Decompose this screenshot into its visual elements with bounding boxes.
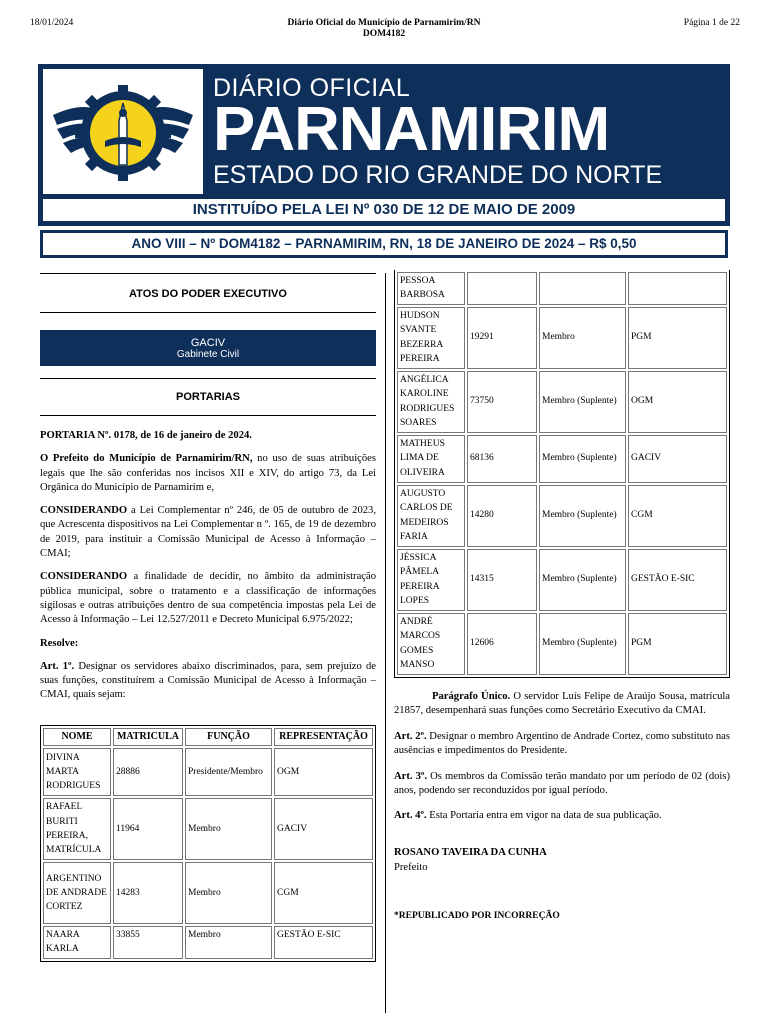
- cell-name: DIVINA MARTA RODRIGUES: [43, 748, 111, 796]
- cell-function: Membro: [185, 862, 272, 924]
- resolve-label: Resolve:: [40, 637, 79, 649]
- cell-function: Membro: [185, 926, 272, 959]
- header-title: [0, 18, 768, 40]
- table-row: [397, 549, 727, 611]
- cell-name: RAFAEL BURITI PEREIRA, MATRÍCULA: [43, 798, 111, 860]
- commission-table: [40, 725, 376, 962]
- paragrafo-unico: Parágrafo Único. O servidor Luís Felipe de Araújo Sousa, matrícula 21857, desempenhará suas funções como Secretário Executivo da CMAI.: [394, 690, 731, 716]
- institution-law-banner: INSTITUÍDO PELA LEI Nº 030 DE 12 DE MAIO DE 2009: [43, 199, 725, 221]
- cell-representation: CGM: [628, 485, 727, 547]
- cell-registration: 14315: [467, 549, 537, 611]
- table-header-row: [43, 728, 373, 746]
- article-2: Art. 2º. Designar o membro Argentino de Andrade Cortez, como substituto nas ausências e impedimentos do Presidente.: [394, 731, 730, 757]
- cell-registration: 68136: [467, 435, 537, 483]
- masthead-city-name: PARNAMIRIM: [213, 95, 610, 164]
- cell-function: Membro (Suplente): [539, 485, 626, 547]
- table-row: [397, 613, 727, 675]
- cell-representation: GESTÃO E-SIC: [274, 926, 373, 959]
- considerando-paragraph-1: CONSIDERANDO a Lei Complementar nº 246, de 05 de outubro de 2023, que Acrescenta dispositivos na Lei Complementar n º. 165, de 19 de dezembro de 2019, para instituir a Comissão Municipal de Acesso à Informação – CMAI;: [40, 505, 376, 560]
- republication-note: *REPUBLICADO POR INCORREÇÃO: [394, 911, 560, 922]
- cell-registration: 28886: [113, 748, 183, 796]
- table-row: [397, 435, 727, 483]
- cell-representation: GACIV: [628, 435, 727, 483]
- section-heading-portarias: PORTARIAS: [176, 391, 240, 403]
- article-3: Art. 3º. Os membros da Comissão terão mandato por um período de 02 (dois) anos, podendo ser reconduzidos por igual período.: [394, 770, 731, 797]
- section-heading-atos: ATOS DO PODER EXECUTIVO: [129, 288, 287, 300]
- cell-name: ANDRÉ MARCOS GOMES MANSO: [397, 613, 465, 675]
- masthead-state: ESTADO DO RIO GRANDE DO NORTE: [213, 161, 663, 189]
- considerando-paragraph-2: CONSIDERANDO a finalidade de decidir, no âmbito da administração pública municipal, sobre o tratamento e a classificação de informações sigilosas e outras atribuições dentro de sua competência impostas pela Lei de Acesso à Informação – Lei 12.527/2011 e Decreto Municipal 6.975/2022;: [40, 571, 376, 626]
- right-column: [394, 270, 730, 924]
- cell-function: Membro: [185, 798, 272, 860]
- cell-function: Membro (Suplente): [539, 371, 626, 433]
- cell-registration: 19291: [467, 307, 537, 369]
- column-header: REPRESENTAÇÃO: [274, 728, 373, 746]
- divider: [40, 273, 376, 274]
- cell-function: Presidente/Membro: [185, 748, 272, 796]
- header-title-line1: Diário Oficial do Município de Parnamirim/RN: [287, 18, 481, 28]
- cell-name: ANGÉLICA KAROLINE RODRIGUES SOARES: [397, 371, 465, 433]
- cell-representation: OGM: [274, 748, 373, 796]
- header-date: 18/01/2024: [30, 18, 74, 28]
- header-title-line2: DOM4182: [362, 29, 406, 39]
- cell-name: HUDSON SVANTE BEZERRA PEREIRA: [397, 307, 465, 369]
- commission-table-continued: [394, 270, 730, 678]
- cell-function: Membro (Suplente): [539, 549, 626, 611]
- cell-function: Membro (Suplente): [539, 613, 626, 675]
- column-header: FUNÇÃO: [185, 728, 272, 746]
- table-row: [43, 926, 373, 959]
- table-row: [397, 485, 727, 547]
- cell-name: NAARA KARLA: [43, 926, 111, 959]
- column-header: MATRICULA: [113, 728, 183, 746]
- cell-registration: 14283: [113, 862, 183, 924]
- table-row: [397, 307, 727, 369]
- cell-representation: PGM: [628, 613, 727, 675]
- divider: [40, 312, 376, 313]
- signer-name: ROSANO TAVEIRA DA CUNHA: [394, 846, 547, 858]
- column-header: NOME: [43, 728, 111, 746]
- cell-name: ARGENTINO DE ANDRADE CORTEZ: [43, 862, 111, 924]
- cell-representation: OGM: [628, 371, 727, 433]
- cell-registration: [467, 272, 537, 305]
- header-page-number: Página 1 de 22: [683, 18, 740, 28]
- cell-registration: 73750: [467, 371, 537, 433]
- cell-function: [539, 272, 626, 305]
- department-code: GACIV: [190, 337, 226, 349]
- cell-function: Membro (Suplente): [539, 435, 626, 483]
- cell-registration: 14280: [467, 485, 537, 547]
- masthead-title-block: [213, 74, 662, 190]
- portaria-title: PORTARIA Nº. 0178, de 16 de janeiro de 2024.: [40, 430, 252, 441]
- table-row: [397, 272, 727, 305]
- cell-representation: CGM: [274, 862, 373, 924]
- masthead-small-title: DIÁRIO OFICIAL: [213, 74, 411, 102]
- column-divider: [385, 273, 386, 1013]
- divider: [40, 415, 376, 416]
- cell-representation: GESTÃO E-SIC: [628, 549, 727, 611]
- signer-role: Prefeito: [394, 861, 428, 873]
- cell-representation: GACIV: [274, 798, 373, 860]
- table-row: [43, 798, 373, 860]
- divider: [40, 378, 376, 379]
- cell-representation: PGM: [628, 307, 727, 369]
- cell-registration: 33855: [113, 926, 183, 959]
- article-1: Art. 1º. Designar os servidores abaixo discriminados, para, sem prejuízo de suas funções, constituírem a Comissão Municipal de Acesso à Informação – CMAI, quais sejam:: [40, 660, 376, 701]
- department-banner: [40, 330, 376, 366]
- article-4: Art. 4º. Esta Portaria entra em vigor na data de sua publicação.: [394, 810, 662, 822]
- cell-registration: 12606: [467, 613, 537, 675]
- edition-info-bar: ANO VIII – Nº DOM4182 – PARNAMIRIM, RN, 18 DE JANEIRO DE 2024 – R$ 0,50: [40, 230, 728, 258]
- cell-representation: [628, 272, 727, 305]
- department-name: Gabinete Civil: [176, 349, 240, 360]
- preamble-paragraph: O Prefeito do Município de Parnamirim/RN, no uso de suas atribuições legais que lhe são conferidas nos incisos XII e XIV, do artigo 73, da Lei Orgânica do Município de Parnamirim e,: [40, 453, 376, 493]
- table-row: [43, 862, 373, 924]
- cell-name: AUGUSTO CARLOS DE MEDEIROS FARIA: [397, 485, 465, 547]
- cell-function: Membro: [539, 307, 626, 369]
- cell-name: MATHEUS LIMA DE OLIVEIRA: [397, 435, 465, 483]
- table-row: [43, 748, 373, 796]
- masthead: [38, 64, 730, 226]
- left-column: [40, 273, 376, 962]
- cell-registration: 11964: [113, 798, 183, 860]
- table-row: [397, 371, 727, 433]
- cell-name: JÉSSICA PÂMELA PEREIRA LOPES: [397, 549, 465, 611]
- cell-name: PESSOA BARBOSA: [397, 272, 465, 305]
- city-emblem-logo: [43, 69, 203, 194]
